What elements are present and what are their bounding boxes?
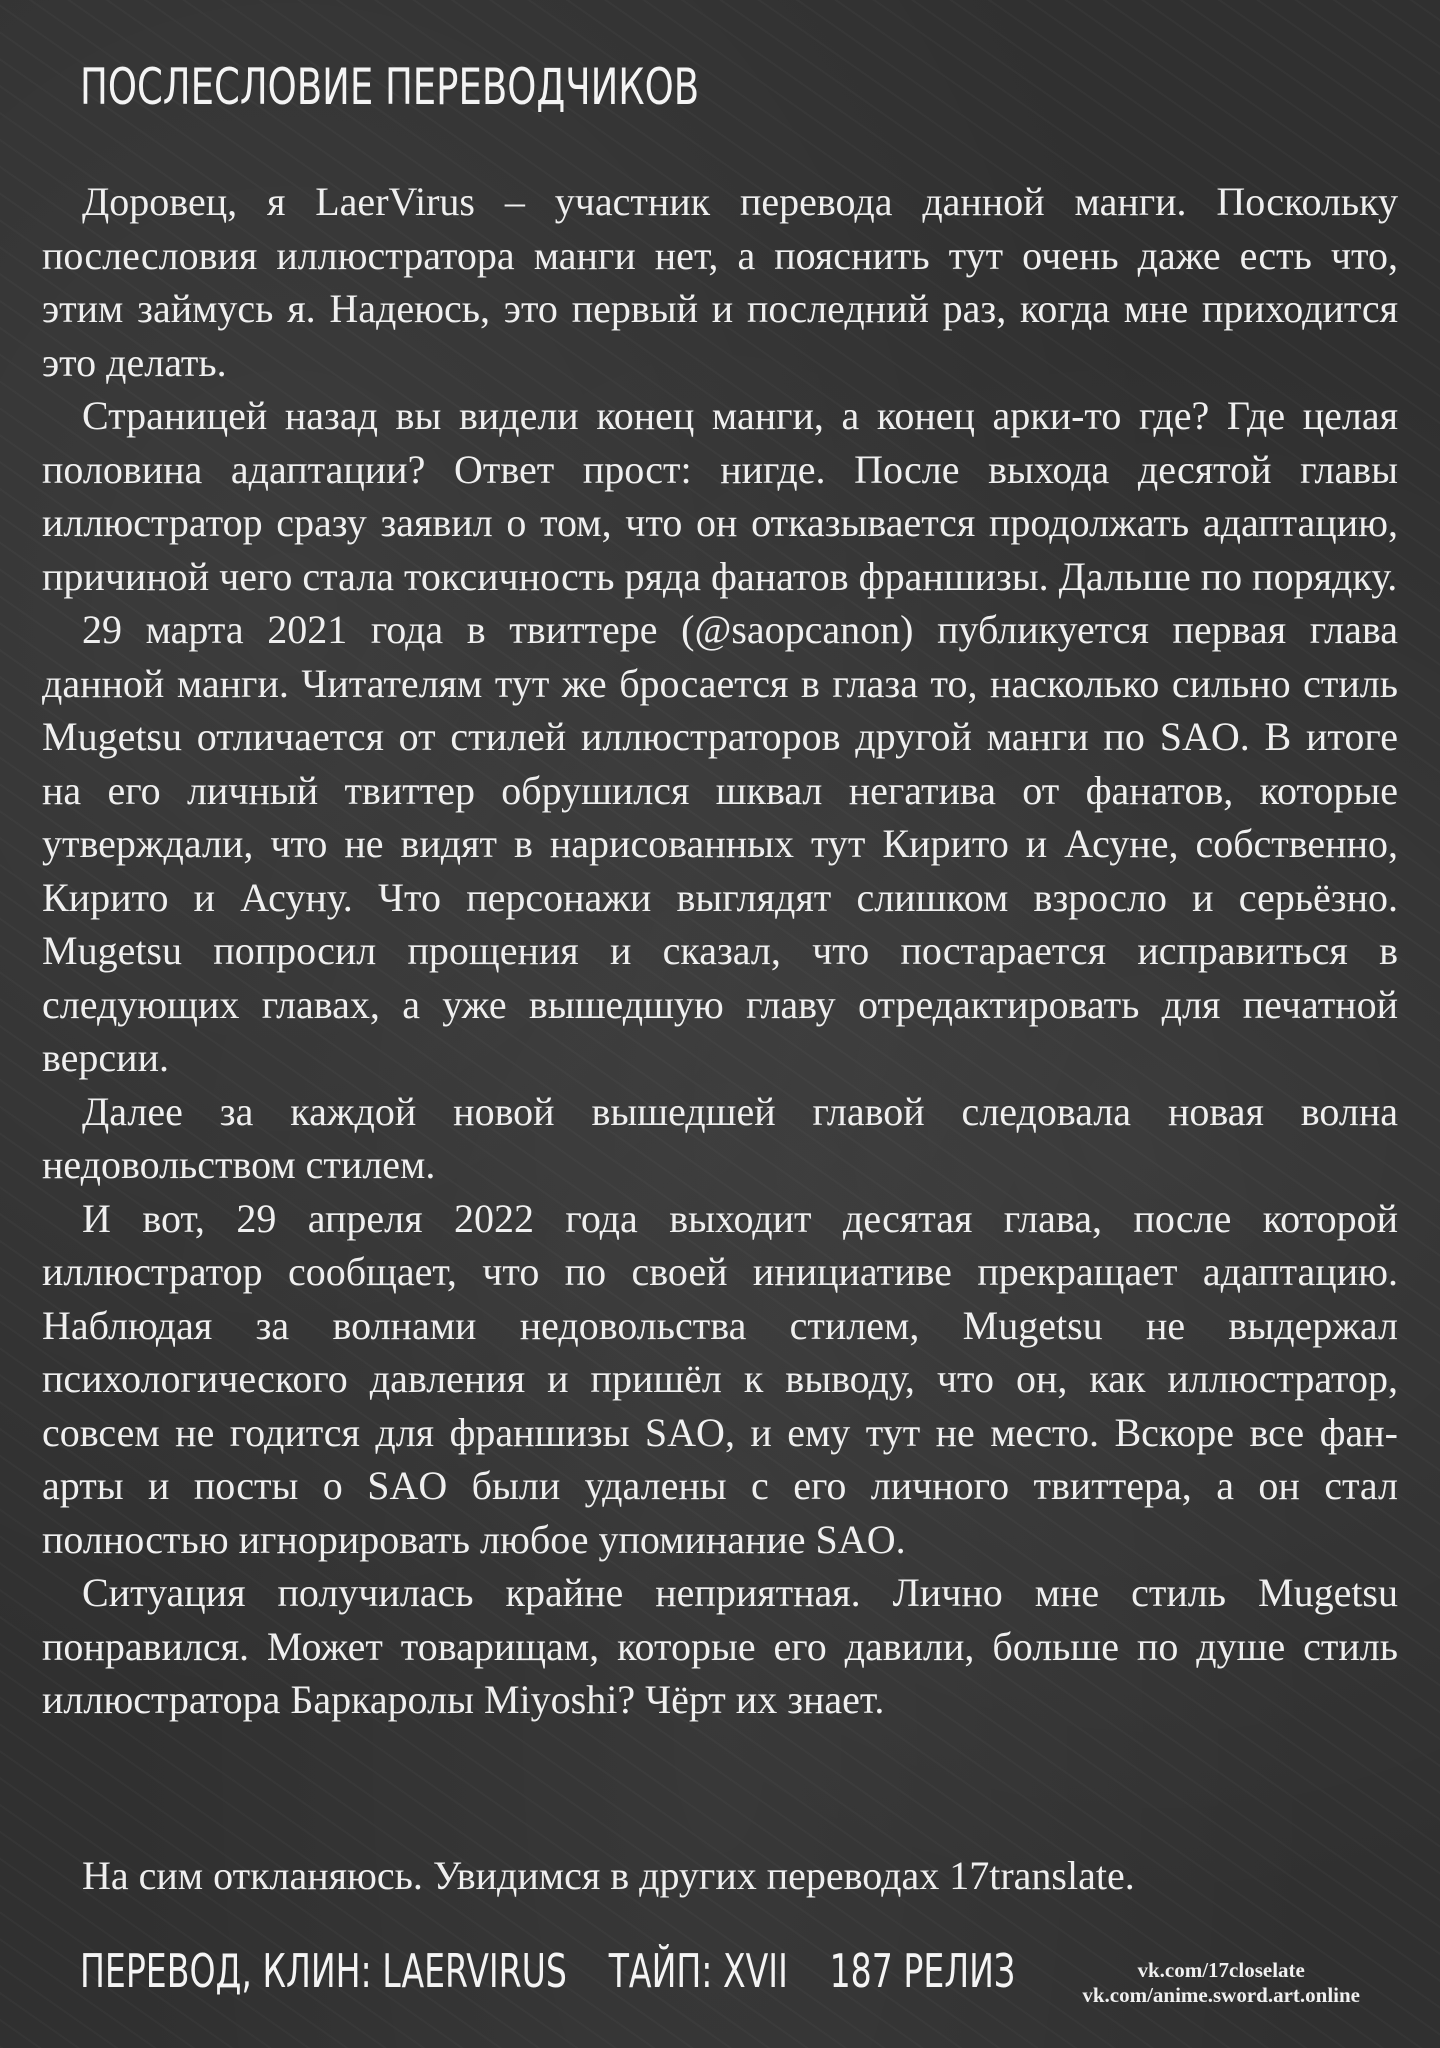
group-links: [1082, 1958, 1360, 2008]
credits-line: [80, 1944, 1015, 1998]
release-number: 187 РЕЛИЗ: [829, 1944, 1016, 1998]
paragraph: Далее за каждой новой вышедшей главой следовала новая волна недовольством стилем.: [42, 1088, 1398, 1187]
afterword-body: [42, 175, 1398, 1727]
closing-line: На сим откланяюсь. Увидимся в других переводах 17translate.: [82, 1853, 1135, 1898]
typeset-credit: ТАЙП: XVII: [608, 1944, 788, 1998]
paragraph: И вот, 29 апреля 2022 года выходит десятая глава, после которой иллюстратор сообщает, что по своей инициативе прекращает адаптацию. Наблюдая за волнами недовольства стилем, Mugetsu не выдержал психологического давления и пришёл к выводу, что он, как иллюстратор, совсем не годится для франшизы SAO, и ему тут не место. Вскоре все фан-арты и посты о SAO были удалены с его личного твиттера, а он стал полностью игнорировать любое упоминание SAO.: [42, 1195, 1398, 1562]
page-title: ПОСЛЕСЛОВИЕ ПЕРЕВОДЧИКОВ: [80, 58, 700, 116]
paragraph: 29 марта 2021 года в твиттере (@saopcanon) публикуется первая глава данной манги. Читателям тут же бросается в глаза то, насколько сильно стиль Mugetsu отличается от стилей иллюстраторов другой манги по SAO. В итоге на его личный твиттер обрушился шквал негатива от фанатов, которые утверждали, что не видят в нарисованных тут Кирито и Асуне, собственно, Кирито и Асуну. Что персонажи выглядят слишком взросло и серьёзно. Mugetsu попросил прощения и сказал, что постарается исправиться в следующих главах, а уже вышедшую главу отредактировать для печатной версии.: [42, 607, 1398, 1080]
paragraph: Страницей назад вы видели конец манги, а конец арки-то где? Где целая половина адаптации? Ответ прост: нигде. После выхода десятой главы иллюстратор сразу заявил о том, что он отказывается продолжать адаптацию, причиной чего стала токсичность ряда фанатов франшизы. Дальше по порядку.: [42, 393, 1398, 599]
link-anime-sao: vk.com/anime.sword.art.online: [1082, 1983, 1360, 2007]
paragraph: Ситуация получилась крайне неприятная. Лично мне стиль Mugetsu понравился. Может товарищам, которые его давили, больше по душе стиль иллюстратора Баркаролы Miyoshi? Чёрт их знает.: [42, 1570, 1398, 1722]
translation-credit: ПЕРЕВОД, КЛИН: LAERVIRUS: [80, 1944, 567, 1998]
paragraph: Доровец, я LaerVirus – участник перевода данной манги. Поскольку послесловия иллюстратора манги нет, а пояснить тут очень даже есть что, этим займусь я. Надеюсь, это первый и последний раз, когда мне приходится это делать.: [42, 179, 1398, 385]
link-17closelate: vk.com/17closelate: [1137, 1958, 1305, 1982]
